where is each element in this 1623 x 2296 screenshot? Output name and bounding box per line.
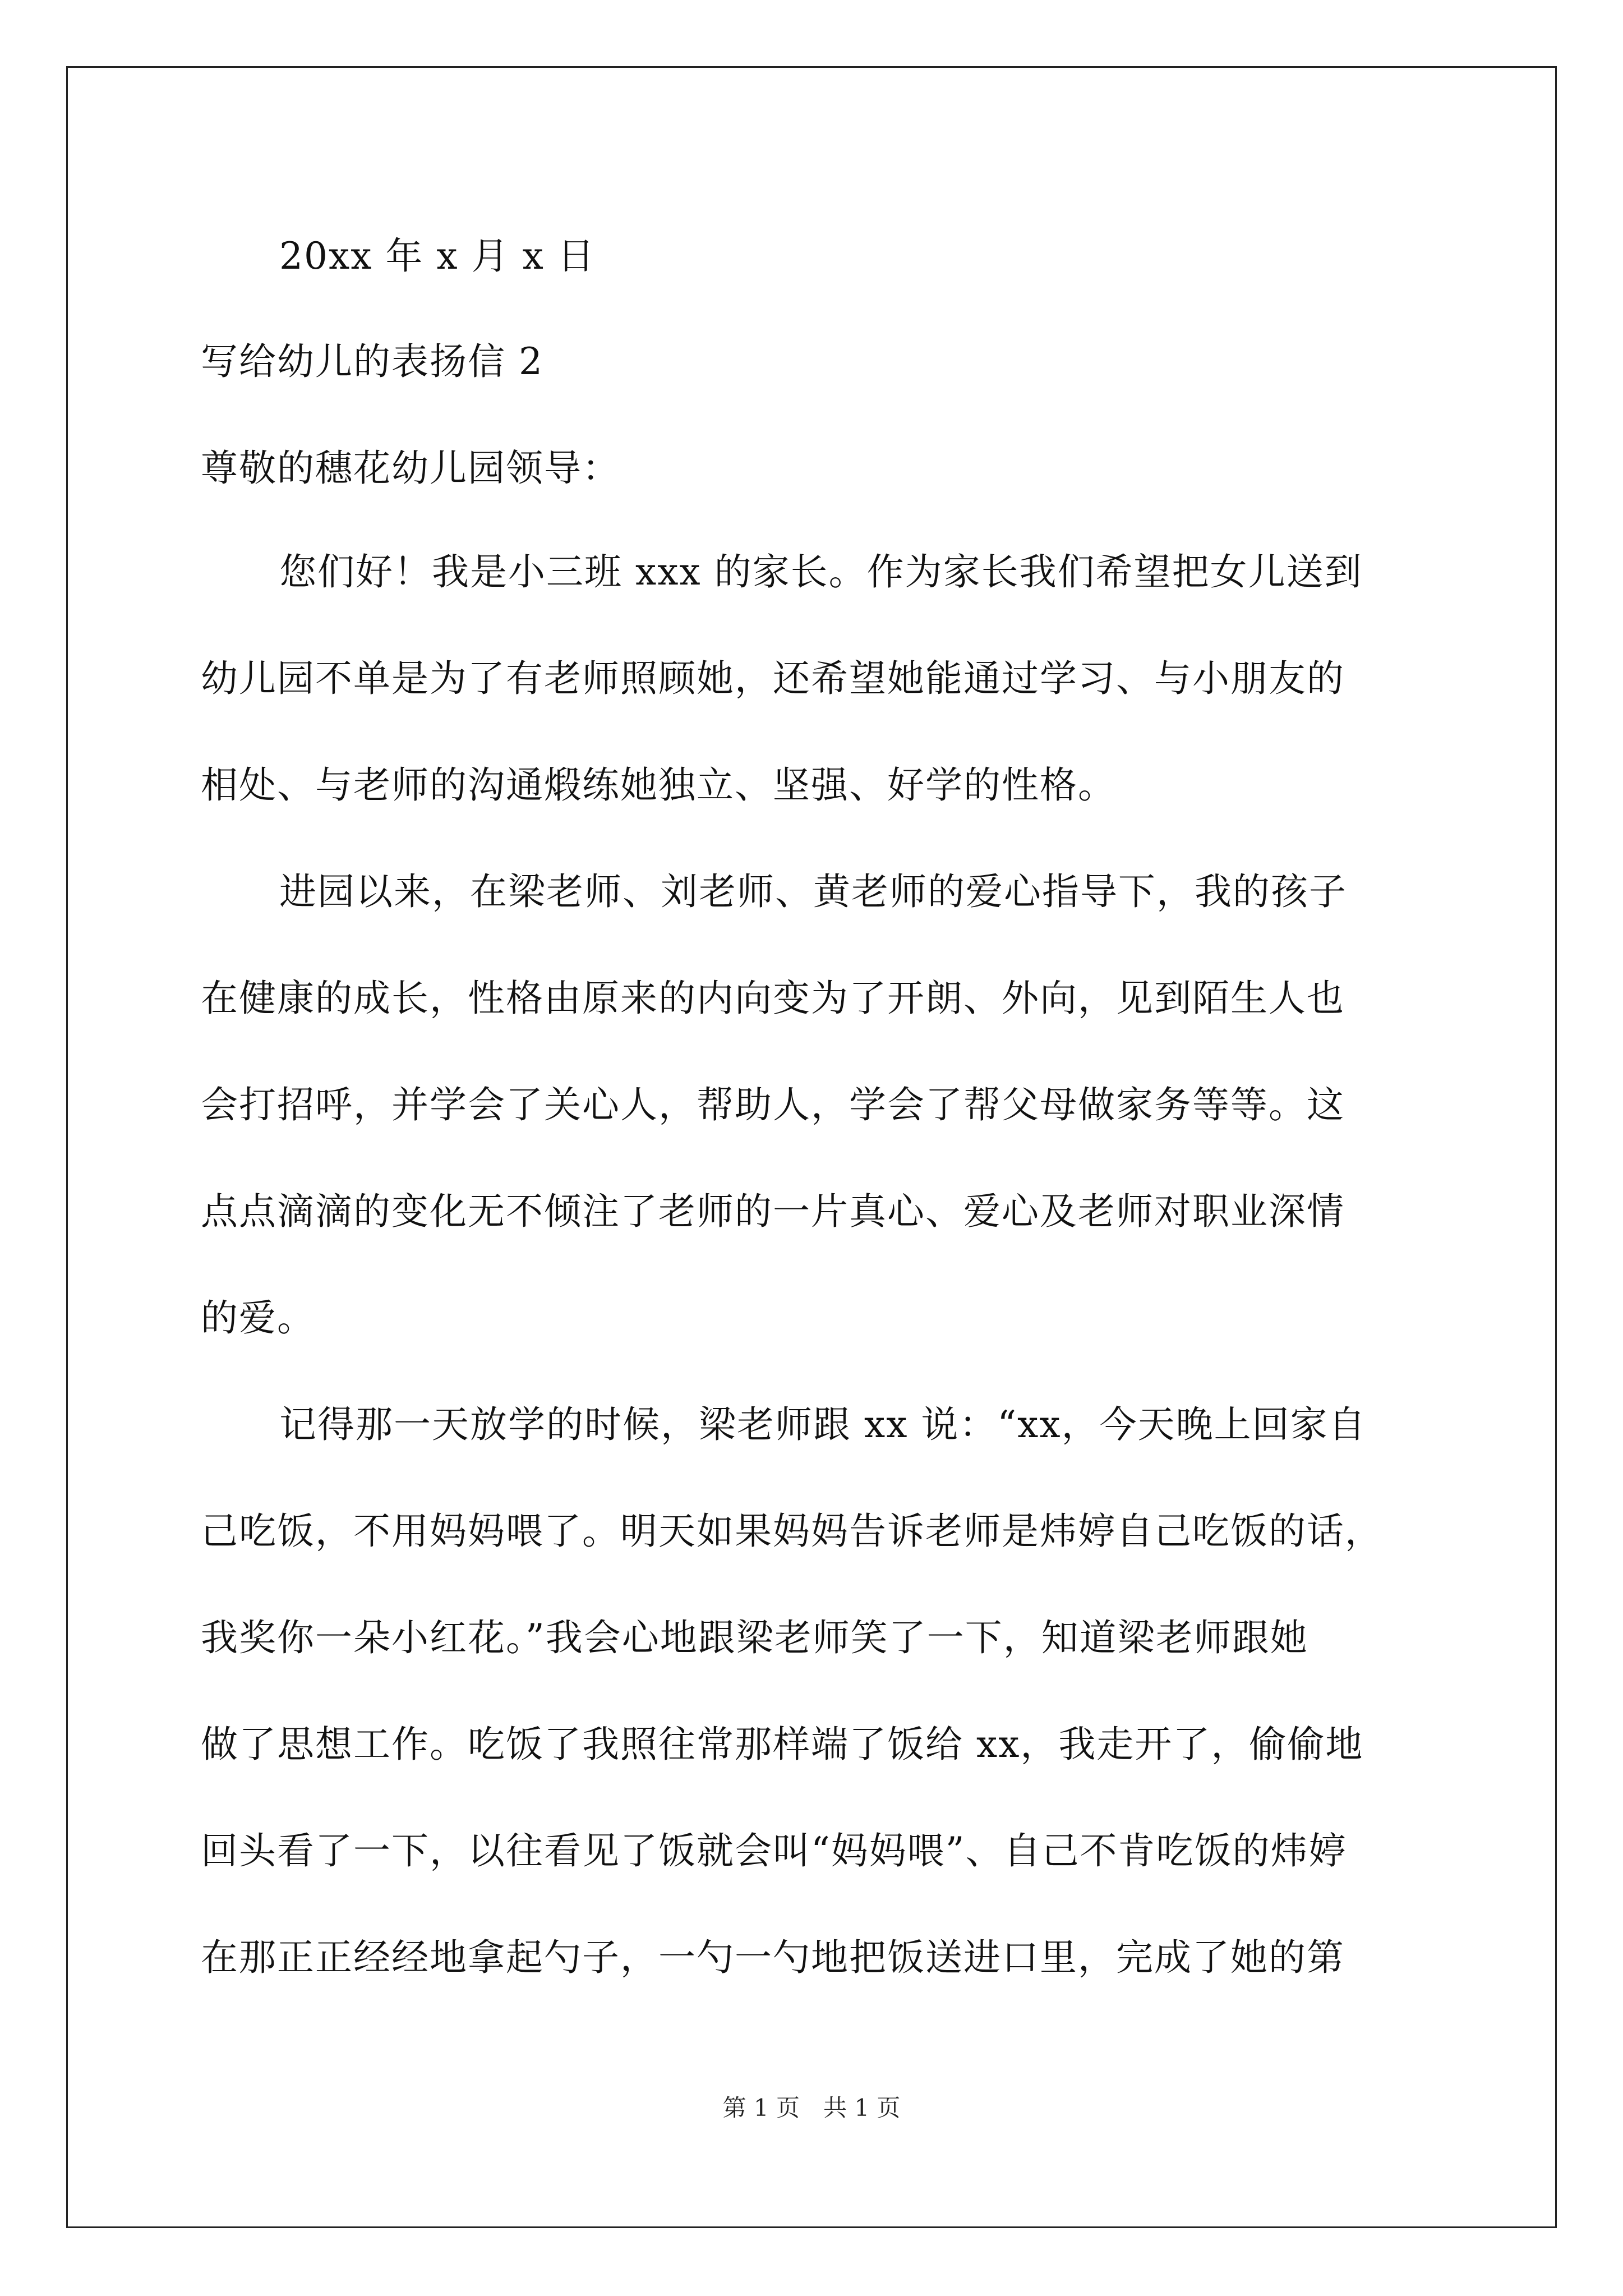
body-line: 在那正正经经地拿起勺子，一勺一勺地把饭送进口里，完成了她的第 xyxy=(201,1936,1345,1979)
body-line: 记得那一天放学的时候，梁老师跟 xx 说：“xx，今天晚上回家自 xyxy=(279,1403,1367,1446)
body-line: 相处、与老师的沟通煅练她独立、坚强、好学的性格。 xyxy=(201,763,1116,807)
body-line: 做了思想工作。吃饭了我照往常那样端了饭给 xx，我走开了，偷偷地 xyxy=(201,1723,1364,1766)
body-line: 回头看了一下，以往看见了饭就会叫“妈妈喂”、自己不肯吃饭的炜婷 xyxy=(201,1829,1347,1872)
body-line: 幼儿园不单是为了有老师照顾她，还希望她能通过学习、与小朋友的 xyxy=(201,657,1345,700)
body-line: 您们好！我是小三班 xxx 的家长。作为家长我们希望把女儿送到 xyxy=(279,550,1363,593)
salutation: 尊敬的穗花幼儿园领导： xyxy=(201,447,620,490)
body-line: 己吃饭，不用妈妈喂了。明天如果妈妈告诉老师是炜婷自己吃饭的话， xyxy=(201,1510,1383,1553)
body-line: 会打招呼，并学会了关心人，帮助人，学会了帮父母做家务等等。这 xyxy=(201,1083,1345,1126)
date-line: 20xx 年 x 月 x 日 xyxy=(279,234,596,278)
page-border xyxy=(66,66,1557,2228)
body-line: 在健康的成长，性格由原来的内向变为了开朗、外向，见到陌生人也 xyxy=(201,977,1345,1020)
letter-title: 写给幼儿的表扬信 2 xyxy=(201,340,543,383)
page-footer: 第 1 页 共 1 页 xyxy=(722,2094,901,2122)
body-line: 的爱。 xyxy=(201,1296,315,1340)
body-line: 我奖你一朵小红花。”我会心地跟梁老师笑了一下，知道梁老师跟她 xyxy=(201,1616,1308,1659)
body-line: 点点滴滴的变化无不倾注了老师的一片真心、爱心及老师对职业深情 xyxy=(201,1190,1345,1233)
body-line: 进园以来，在梁老师、刘老师、黄老师的爱心指导下，我的孩子 xyxy=(279,870,1347,913)
